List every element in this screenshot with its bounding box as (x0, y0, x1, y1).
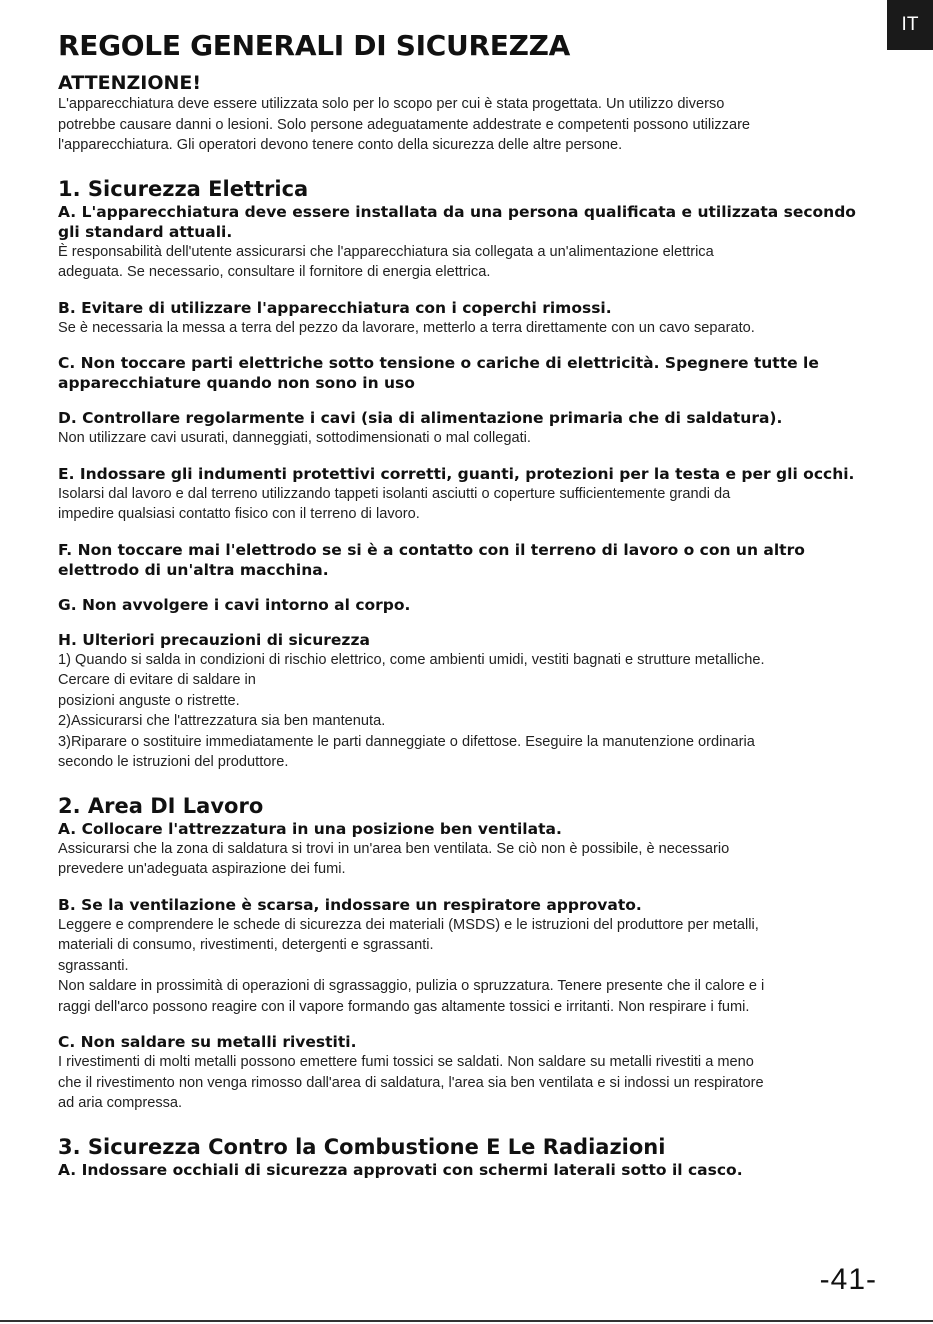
language-tab: IT (887, 0, 933, 50)
text-line: G. Non avvolgere i cavi intorno al corpo. (58, 595, 411, 614)
text-line: raggi dell'arco possono reagire con il vapore formando gas altamente tossici e irritanti. Non respirare i fumi. (58, 998, 750, 1015)
text-line: 3)Riparare o sostituire immediatamente le parti danneggiate o difettose. Eseguire la manutenzione ordinaria (58, 733, 755, 750)
section-item (58, 595, 868, 615)
text-line: B. Se la ventilazione è scarsa, indossare un respiratore approvato. (58, 895, 642, 914)
item-heading (58, 202, 868, 242)
text-line: A. Collocare l'attrezzatura in una posizione ben ventilata. (58, 819, 562, 838)
text-line: Leggere e comprendere le schede di sicurezza dei materiali (MSDS) e le istruzioni del produttore per metalli, (58, 916, 759, 933)
text-line: impedire qualsiasi contatto fisico con il terreno di lavoro. (58, 506, 420, 522)
section-item (58, 630, 868, 773)
section-title: 2. Area DI Lavoro (58, 793, 264, 818)
item-heading (58, 895, 868, 915)
text-line: B. Evitare di utilizzare l'apparecchiatura con i coperchi rimossi. (58, 298, 612, 317)
text-line: C. Non saldare su metalli rivestiti. (58, 1033, 357, 1051)
text-line: Isolarsi dal lavoro e dal terreno utilizzando tappeti isolanti asciutti o coperture sufficientemente grandi da (58, 485, 731, 502)
item-heading (58, 298, 868, 318)
text-line: F. Non toccare mai l'elettrodo se si è a contatto con il terreno di lavoro o con un altro (58, 540, 805, 559)
bottom-rule (0, 1320, 933, 1322)
item-heading (58, 464, 868, 484)
text-line: 1) Quando si salda in condizioni di rischio elettrico, come ambienti umidi, vestiti bagnati e strutture metalliche. (58, 651, 765, 668)
item-heading (58, 595, 868, 615)
item-heading (58, 540, 868, 580)
text-line: È responsabilità dell'utente assicurarsi che l'apparecchiatura sia collegata a un'alimentazione elettrica (58, 243, 714, 260)
section-item (58, 1032, 868, 1114)
text-line: A. Indossare occhiali di sicurezza approvati con schermi laterali sotto il casco. (58, 1160, 743, 1179)
page-number: -41- (819, 1263, 877, 1296)
section-item (58, 298, 868, 339)
text-line: gli standard attuali. (58, 222, 233, 241)
text-line: che il rivestimento non venga rimosso dall'area di saldatura, l'area sia ben ventilata e si indossi un respiratore (58, 1074, 764, 1091)
item-heading (58, 408, 868, 428)
text-line: prevedere un'adeguata aspirazione dei fumi. (58, 861, 346, 877)
text-line: sgrassanti. (58, 957, 129, 974)
item-body (58, 915, 868, 1018)
item-body (58, 242, 868, 283)
section-title: 3. Sicurezza Contro la Combustione E Le Radiazioni (58, 1134, 666, 1159)
section-3 (58, 1134, 868, 1180)
item-body (58, 484, 868, 525)
text-line: secondo le istruzioni del produttore. (58, 754, 289, 770)
section-item (58, 408, 868, 449)
section-item (58, 202, 868, 283)
warning-block (58, 72, 868, 156)
item-heading (58, 1032, 868, 1052)
text-line: potrebbe causare danni o lesioni. Solo persone adeguatamente addestrate e competenti possono utilizzare (58, 116, 751, 133)
item-heading (58, 819, 868, 839)
page-title: REGOLE GENERALI DI SICUREZZA (58, 29, 570, 62)
text-line: apparecchiature quando non sono in uso (58, 374, 415, 392)
item-body (58, 428, 868, 449)
text-line: adeguata. Se necessario, consultare il fornitore di energia elettrica. (58, 264, 491, 280)
item-body (58, 650, 868, 773)
section-item (58, 464, 868, 525)
text-line: D. Controllare regolarmente i cavi (sia di alimentazione primaria che di saldatura). (58, 409, 783, 427)
text-line: l'apparecchiatura. Gli operatori devono tenere conto della sicurezza delle altre persone. (58, 137, 623, 153)
section-item (58, 353, 868, 393)
item-heading (58, 1160, 868, 1180)
text-line: Non utilizzare cavi usurati, danneggiati, sottodimensionati o mal collegati. (58, 430, 531, 446)
section-item (58, 540, 868, 580)
text-line: E. Indossare gli indumenti protettivi corretti, guanti, protezioni per la testa e per gli occhi. (58, 464, 855, 483)
item-heading (58, 630, 868, 650)
warning-text (58, 94, 868, 156)
sections (58, 176, 868, 1180)
text-line: L'apparecchiatura deve essere utilizzata solo per lo scopo per cui è stata progettata. Un utilizzo diverso (58, 96, 725, 112)
text-line: Cercare di evitare di saldare in (58, 672, 256, 688)
text-line: Se è necessaria la messa a terra del pezzo da lavorare, metterlo a terra direttamente con un cavo separato. (58, 319, 755, 336)
section-item (58, 1160, 868, 1180)
text-line: H. Ulteriori precauzioni di sicurezza (58, 630, 370, 649)
page-content (58, 28, 868, 1180)
text-line: posizioni anguste o ristrette. (58, 692, 240, 709)
item-body (58, 1052, 868, 1114)
section-item (58, 819, 868, 880)
item-body (58, 318, 868, 339)
text-line: 2)Assicurarsi che l'attrezzatura sia ben mantenuta. (58, 713, 386, 729)
text-line: Assicurarsi che la zona di saldatura si trovi in un'area ben ventilata. Se ciò non è possibile, è necessario (58, 840, 730, 857)
text-line: C. Non toccare parti elettriche sotto tensione o cariche di elettricità. Spegnere tutte le (58, 354, 819, 372)
text-line: Non saldare in prossimità di operazioni di sgrassaggio, pulizia o spruzzatura. Tenere presente che il calore e i (58, 978, 765, 994)
text-line: ad aria compressa. (58, 1095, 183, 1111)
section-item (58, 895, 868, 1018)
text-line: A. L'apparecchiatura deve essere installata da una persona qualificata e utilizzata secondo (58, 202, 856, 221)
text-line: I rivestimenti di molti metalli possono emettere fumi tossici se saldati. Non saldare su metalli rivestiti a meno (58, 1054, 754, 1070)
text-line: elettrodo di un'altra macchina. (58, 560, 329, 579)
section-title: 1. Sicurezza Elettrica (58, 176, 309, 201)
text-line: materiali di consumo, rivestimenti, detergenti e sgrassanti. (58, 937, 434, 953)
item-body (58, 839, 868, 880)
item-heading (58, 353, 868, 393)
section-1 (58, 176, 868, 773)
warning-heading: ATTENZIONE! (58, 72, 202, 94)
section-2 (58, 793, 868, 1114)
